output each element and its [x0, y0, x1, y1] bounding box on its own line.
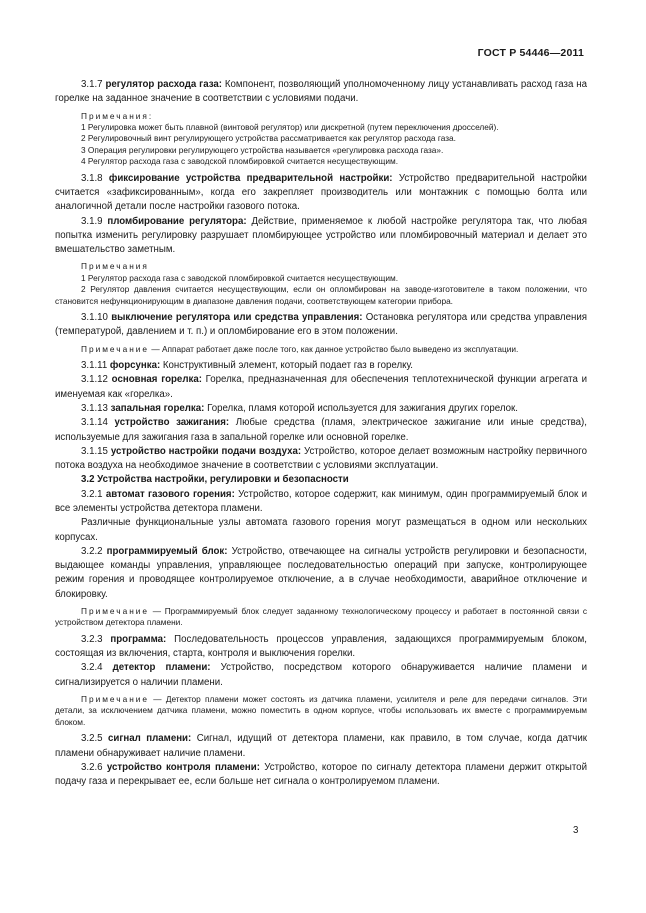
- note-item: 4 Регулятор расхода газа с заводской пломбировкой считается несуществующим.: [81, 156, 399, 167]
- note-item: 1 Регулировка может быть плавной (винтовой регулятор) или дискретной (путем переключения дросселей).: [81, 122, 499, 132]
- note-4: Примечание — Программируемый блок следует заданному технологическому процессу и работает в постоянной связи с устройством детектора пламени.: [55, 606, 587, 628]
- clause-3-1-13: 3.1.13 запальная горелка: Горелка, пламя которой используется для зажигания других горелок.: [81, 402, 518, 414]
- note-3: Примечание — Аппарат работает даже после того, как данное устройство было выведено из эксплуатации.: [81, 343, 519, 354]
- clause-3-1-14: 3.1.14 устройство зажигания: Любые средства (пламя, электрическое зажигание или иные средства), используемые для зажигания газа в запальной горелке или основной горелке.: [55, 417, 587, 443]
- clause-3-1-11: 3.1.11 форсунка: Конструктивный элемент, который подает газ в горелку.: [81, 360, 414, 372]
- clause-3-2-1: 3.2.1 автомат газового горения: Устройство, которое содержит, как минимум, один программируемый блок и все элементы устройства детектора пламени.: [55, 488, 587, 514]
- note-item: 2 Регулировочный винт регулирующего устройства рассматривается как регулятор расхода газа.: [81, 133, 456, 144]
- standard-header: ГОСТ Р 54446—2011: [477, 47, 584, 59]
- clause-3-2-2: 3.2.2 программируемый блок: Устройство, отвечающее на сигналы устройств регулировки и безопасности, выдающее команды управления, управляющее последовательностью операций при запуске, контролирующее режим горения и проводящее контролируемое отключение, а в случае необходимости, аварийное отключение и блокировку.: [55, 545, 587, 600]
- notes-label: Примечания: [81, 261, 149, 272]
- note-5: Примечание — Детектор пламени может состоять из датчика пламени, усилителя и реле для передачи сигналов. Эти детали, за исключением датчика пламени, можно поместить в одном корпусе, чтобы использовать их вместе с программируемым блоком.: [55, 694, 587, 727]
- note-item: 1 Регулятор расхода газа с заводской пломбировкой считается несуществующим.: [81, 272, 399, 283]
- clause-3-2-4: 3.2.4 детектор пламени: Устройство, посредством которого обнаруживается наличие пламени и сигнализируется о наличии пламени.: [55, 662, 587, 688]
- clause-3-1-10: 3.1.10 выключение регулятора или средства управления: Остановка регулятора или средства управления (температурой, давлением и т. п.) и опломбирование его в этом положении.: [55, 312, 587, 338]
- clause-3-1-8: 3.1.8 фиксирование устройства предварительной настройки: Устройство предварительной настройки считается «зафиксированным», когда его закрепляет производитель или монтажник с помощью болта или аналогичной детали после настройки газового потока.: [55, 172, 587, 213]
- section-3-2-heading: 3.2 Устройства настройки, регулировки и безопасности: [81, 474, 349, 486]
- clause-3-1-15: 3.1.15 устройство настройки подачи воздуха: Устройство, которое делает возможным настройку первичного потока воздуха на необходимое значение в соответствии с условиями эксплуатации.: [55, 445, 587, 472]
- note-item: 2 Регулятор давления считается несуществующим, если он опломбирован на заводе-изготовителе в таком положении, что становится нефункционирующим в диапазоне давления подачи, соответствующем категории прибора.: [55, 284, 587, 306]
- note-item: 3 Операция регулировки регулирующего устройства называется «регулировка расхода газа».: [81, 144, 444, 155]
- clause-3-2-5: 3.2.5 сигнал пламени: Сигнал, идущий от детектора пламени, как правило, в том случае, когда датчик пламени обнаруживает наличие пламени.: [55, 733, 587, 759]
- notes-label: Примечания:: [81, 110, 154, 121]
- page-number: 3: [573, 825, 579, 836]
- clause-3-2-3: 3.2.3 программа: Последовательность процессов управления, задающихся программируемым блоком, состоящая из включения, старта, контроля и выключения горелки.: [55, 633, 587, 660]
- page-content: [55, 78, 587, 789]
- clause-3-2-1-continued: Различные функциональные узлы автомата газового горения могут размещаться в одном или нескольких корпусах.: [55, 517, 587, 543]
- clause-3-2-6: 3.2.6 устройство контроля пламени: Устройство, которое по сигналу детектора пламени держит открытой подачу газа и перекрывает ее, если больше нет сигнала о контролируемом пламени.: [55, 761, 587, 788]
- clause-3-1-9: 3.1.9 пломбирование регулятора: Действие, применяемое к любой настройке регулятора так, что любая попытка изменить регулировку разрушает пломбирующее устройство или пломбировочный материал и делает это вмешательство заметным.: [55, 215, 587, 256]
- clause-3-1-7: 3.1.7 регулятор расхода газа: Компонент, позволяющий уполномоченному лицу устанавливать расход газа на горелке на заданное значение в соответствии с условиями подачи.: [55, 79, 587, 105]
- clause-3-1-12: 3.1.12 основная горелка: Горелка, предназначенная для обеспечения теплотехнической функции агрегата и именуемая как «горелка».: [55, 374, 587, 400]
